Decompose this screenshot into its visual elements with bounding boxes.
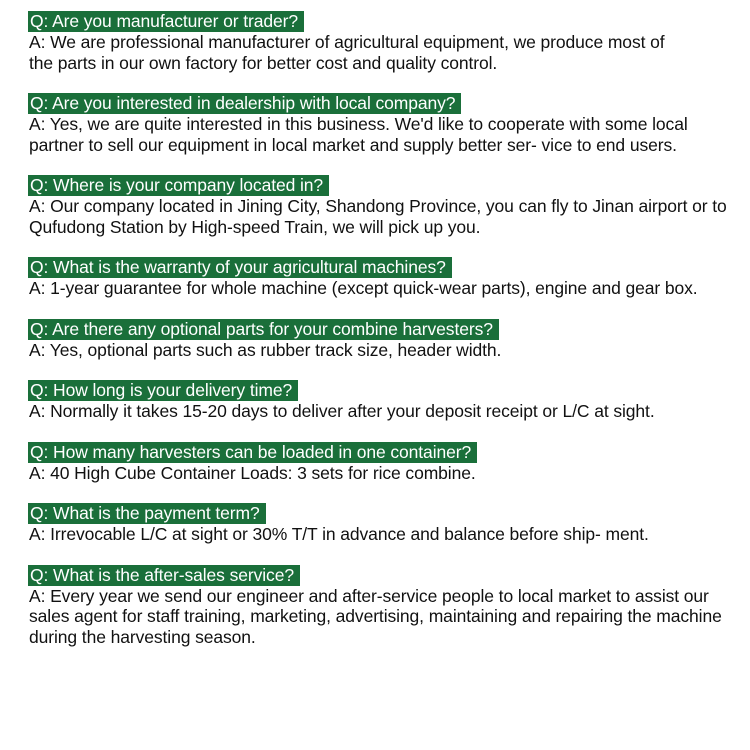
- faq-item-container: [28, 442, 728, 484]
- faq-question: Q: Are you manufacturer or trader?: [28, 11, 304, 32]
- faq-list: [28, 11, 728, 647]
- faq-answer: A: Yes, we are quite interested in this business. We'd like to cooperate with some local partner to sell our equipment in local market and supply better ser- vice to end users.: [29, 114, 688, 155]
- faq-answer: A: Our company located in Jining City, Shandong Province, you can fly to Jinan airport or to Qufudong Station by High-speed Train, we will pick up you.: [29, 196, 727, 237]
- faq-item-delivery: [28, 380, 728, 422]
- faq-item-payment: [28, 503, 728, 545]
- faq-question: Q: Are you interested in dealership with local company?: [28, 93, 461, 114]
- faq-answer: A: Irrevocable L/C at sight or 30% T/T in advance and balance before ship- ment.: [29, 524, 649, 544]
- faq-question: Q: What is the after-sales service?: [28, 565, 300, 586]
- faq-answer: A: 40 High Cube Container Loads: 3 sets for rice combine.: [29, 462, 476, 483]
- faq-answer: A: Yes, optional parts such as rubber track size, header width.: [29, 339, 502, 360]
- faq-question: Q: Are there any optional parts for your combine harvesters?: [28, 319, 499, 340]
- faq-answer: A: Normally it takes 15-20 days to deliver after your deposit receipt or L/C at sight.: [29, 401, 655, 421]
- faq-item-warranty: [28, 257, 728, 299]
- faq-item-optional-parts: [28, 319, 728, 361]
- faq-question: Q: Where is your company located in?: [28, 175, 329, 196]
- faq-item-dealership: [28, 93, 728, 155]
- faq-question: Q: What is the warranty of your agricultural machines?: [28, 257, 452, 278]
- faq-answer: A: Every year we send our engineer and after-service people to local market to assist our sales agent for staff training, marketing, advertising, maintaining and repairing the machine during the harvesting season.: [29, 585, 722, 647]
- faq-question: Q: How long is your delivery time?: [28, 380, 298, 401]
- faq-item-manufacturer: [28, 11, 728, 73]
- faq-item-location: [28, 175, 728, 237]
- faq-answer: A: We are professional manufacturer of agricultural equipment, we produce most of the parts in our own factory for better cost and quality control.: [29, 32, 665, 73]
- faq-question: Q: How many harvesters can be loaded in one container?: [28, 442, 477, 463]
- faq-item-after-sales: [28, 565, 728, 648]
- faq-answer: A: 1-year guarantee for whole machine (except quick-wear parts), engine and gear box.: [29, 278, 698, 298]
- faq-question: Q: What is the payment term?: [28, 503, 266, 524]
